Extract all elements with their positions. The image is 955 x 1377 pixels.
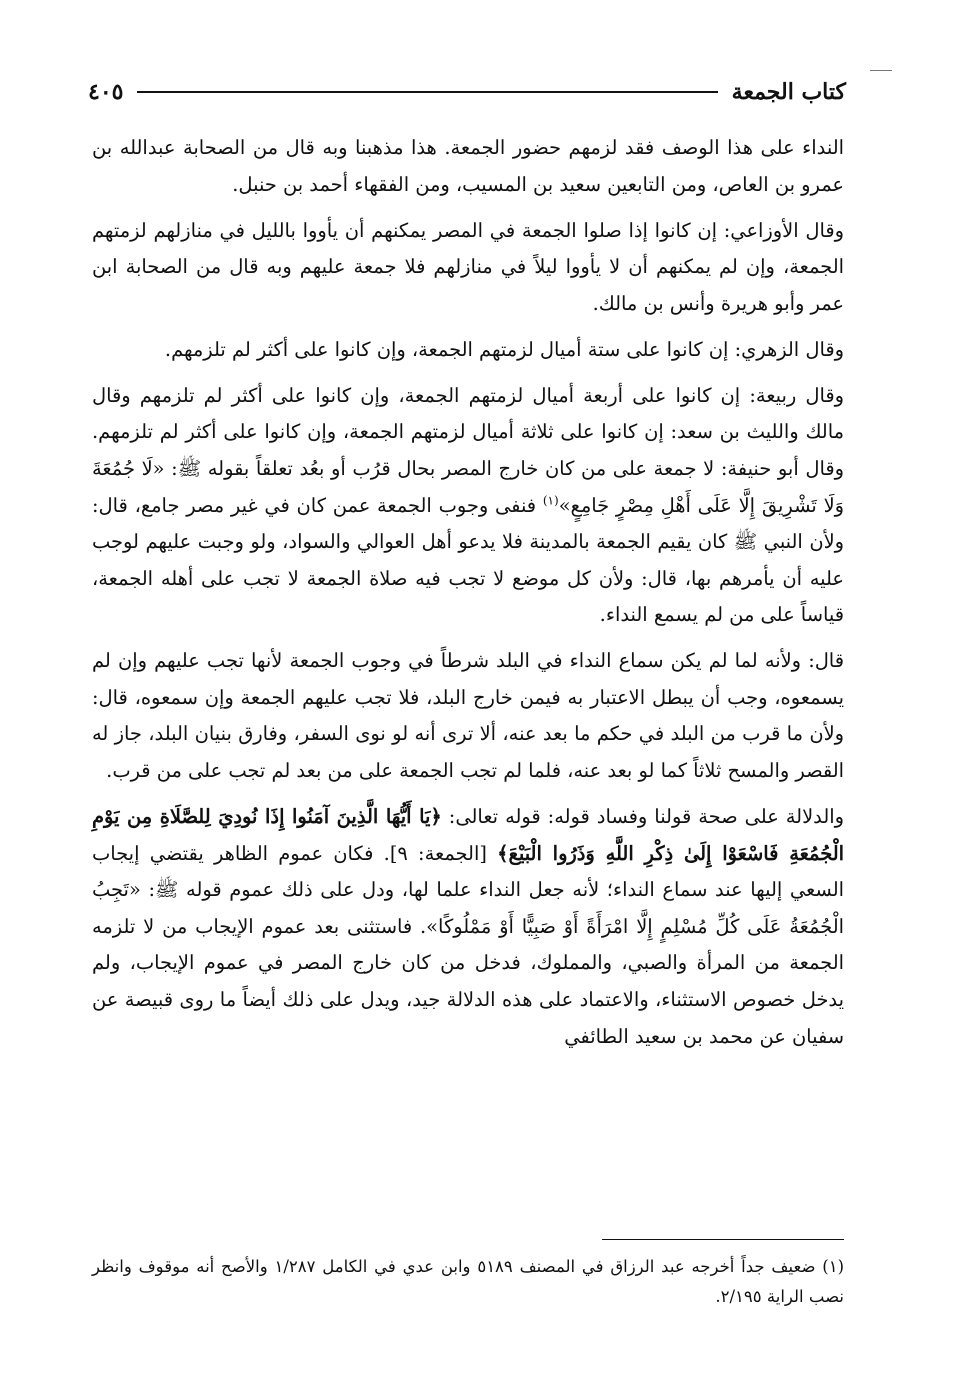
paragraph <box>92 378 844 634</box>
paragraph <box>92 130 844 203</box>
main-text <box>92 130 844 1065</box>
paragraph-text: وقال الأوزاعي: إن كانوا إذا صلوا الجمعة في المصر يمكنهم أن يأووا بالليل في منازلهم لزمتهم الجمعة، وإن لم يمكنهم أن لا يأووا ليلاً في منازلهم فلا جمعة عليهم وبه قال من الصحابة ابن عمر وأبو هريرة وأنس بن مالك. <box>92 218 844 315</box>
paragraph-text: النداء على هذا الوصف فقد لزمهم حضور الجمعة. هذا مذهبنا وبه قال من الصحابة عبدالله بن عمرو بن العاص، ومن التابعين سعيد بن المسيب، ومن الفقهاء أحمد بن حنبل. <box>92 136 844 196</box>
paragraph <box>92 332 844 369</box>
paragraph <box>92 799 844 1055</box>
paragraph-text: [الجمعة: ٩]. فكان عموم الظاهر يقتضي إيجاب السعي إليها عند سماع النداء؛ لأنه جعل النداء علما لها، ودل على ذلك عموم قوله ﷺ: «تَجِبُ الْجُمُعَةُ عَلَى كُلِّ مُسْلِمٍ إِلَّا امْرَأَةً أَوْ صَبِيًّا أَوْ مَمْلُوكًا». فاستثنى بعد عموم الإيجاب من لا تلزمه الجمعة من المرأة والصبي، والمملوك، فدخل من كان خارج المصر في عموم الإيجاب، ولم يدخل خصوص الاستثناء، والاعتماد على هذه الدلالة جيد، ويدل على ذلك أيضاً ما روى قبيصة عن سفيان عن محمد بن سعيد الطائفي <box>92 841 844 1048</box>
paragraph-text: قال: ولأنه لما لم يكن سماع النداء في البلد شرطاً في وجوب الجمعة لأنها تجب عليهم وإن لم يسمعوه، وجب أن يبطل الاعتبار به فيمن خارج البلد، فلا تجب عليهم الجمعة وإن سمعوه، قال: ولأن ما قرب من البلد في حكم ما بعد عنه، ألا ترى أنه لو نوى السفر، وفارق بنيان البلد، جاز له القصر والمسح ثلاثاً كما لو بعد عنه، فلما لم تجب الجمعة على من بعد لم تجب على من قرب. <box>92 649 844 783</box>
footnote: (١) ضعيف جداً أخرجه عبد الرزاق في المصنف ٥١٨٩ وابن عدي في الكامل ١/٢٨٧ والأصح أنه موقوف وانظر نصب الراية ٢/١٩٥. <box>92 1257 844 1306</box>
paragraph-text: وقال الزهري: إن كانوا على ستة أميال لزمتهم الجمعة، وإن كانوا على أكثر لم تلزمهم. <box>164 337 844 361</box>
chapter-title: كتاب الجمعة <box>731 79 846 105</box>
footnote-reference: (١) <box>542 493 559 508</box>
page-number: ٤٠٥ <box>88 79 124 105</box>
footnotes <box>92 1252 844 1312</box>
header-rule <box>137 91 717 93</box>
paragraph-text: والدلالة على صحة قولنا وفساد قوله: قوله تعالى: <box>441 805 844 829</box>
footnote-rule <box>602 1239 844 1240</box>
paragraph <box>92 213 844 323</box>
page-header <box>88 74 846 110</box>
corner-mark <box>870 70 892 71</box>
paragraph-text: فنفى وجوب الجمعة عمن كان في غير مصر جامع، قال: ولأن النبي ﷺ كان يقيم الجمعة بالمدينة فلا يدعو أهل العوالي والسواد، ولو وجبت عليهم لوجب عليه أن يأمرهم بها، قال: ولأن كل موضع لا تجب فيه صلاة الجمعة لا تجب على أهله الجمعة، قياساً على من لم يسمع النداء. <box>92 493 844 627</box>
paragraph <box>92 643 844 789</box>
quran-verse: ﴿يَا أَيُّهَا الَّذِينَ آمَنُوا إِذَا نُودِيَ لِلصَّلَاةِ مِن يَوْمِ الْجُمُعَةِ فَاسْعَوْا إِلَىٰ ذِكْرِ اللَّهِ وَذَرُوا الْبَيْعَ﴾ <box>92 805 845 865</box>
paragraph-text: وقال ربيعة: إن كانوا على أربعة أميال لزمتهم الجمعة، وإن كانوا على أكثر لم تلزمهم وقال مالك والليث بن سعد: إن كانوا على ثلاثة أميال لزمتهم الجمعة، وإن كانوا على أكثر لم تلزمهم. وقال أبو حنيفة: لا جمعة على من كان خارج المصر بحال قرُب أو بعُد تعلقاً بقوله ﷺ: «لَا جُمُعَةَ وَلَا تَشْرِيقَ إِلَّا عَلَى أَهْلِ مِصْرٍ جَامِعٍ» <box>92 383 844 517</box>
